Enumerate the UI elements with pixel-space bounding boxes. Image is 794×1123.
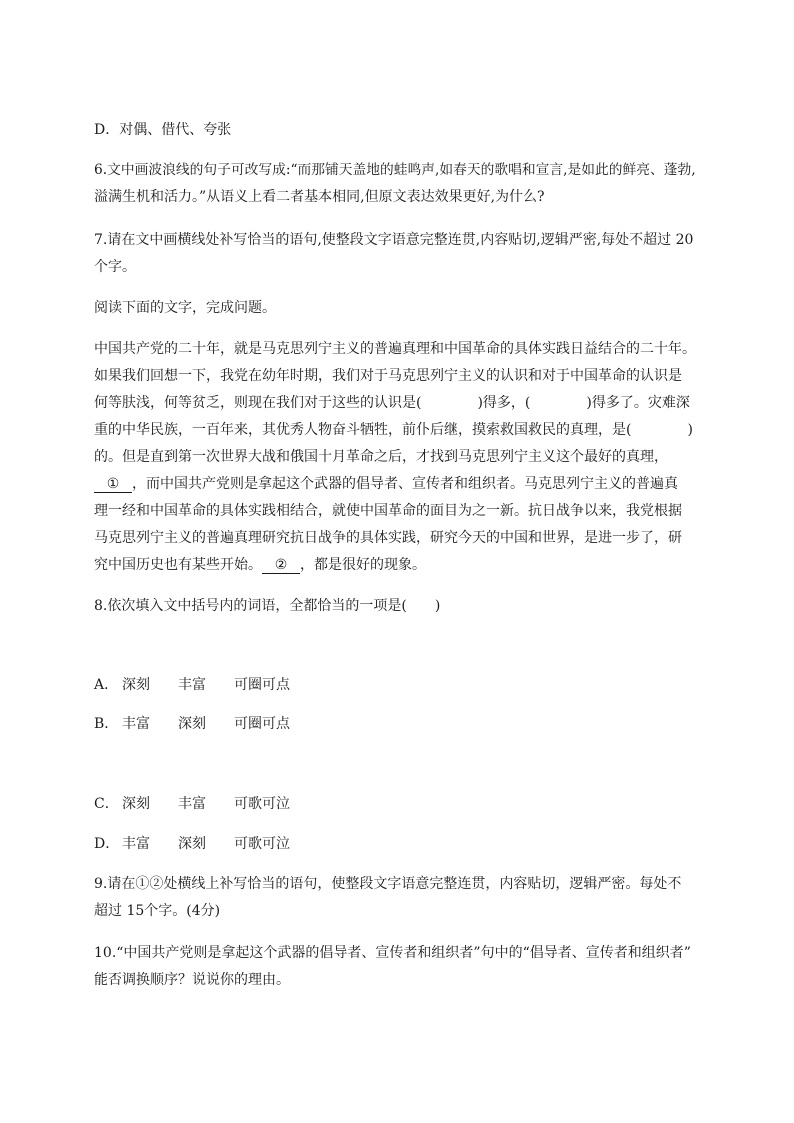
option-label: B． bbox=[94, 716, 119, 732]
option-label: A． bbox=[94, 677, 119, 693]
passage-line-3-part-a: 何等肤浅，何等贫乏，则现在我们对于这些的认识是( bbox=[94, 395, 422, 411]
option-word-3: 可圈可点 bbox=[234, 716, 290, 732]
q10-line-1: 10.“中国共产党则是拿起这个武器的倡导者、宣传者和组织者”句中的“倡导者、宣传者和组织者” bbox=[94, 945, 691, 961]
passage-line-9 bbox=[94, 555, 706, 575]
option-word-1: 丰富 bbox=[122, 716, 150, 732]
passage-line-9-part-b: ，都是很好的现象。 bbox=[300, 557, 426, 573]
passage-line-3-part-c: )得多了。灾难深 bbox=[586, 395, 690, 411]
option-word-2: 丰富 bbox=[178, 677, 206, 693]
option-word-1: 深刻 bbox=[122, 796, 150, 812]
q8-stem: 8.依次填入文中括号内的词语，全都恰当的一项是( ) bbox=[94, 598, 441, 614]
option-word-2: 深刻 bbox=[178, 836, 206, 852]
option-word-2: 丰富 bbox=[178, 796, 206, 812]
passage-line-6 bbox=[94, 474, 706, 494]
passage-line-9-part-a: 究中国历史也有某些开始。 bbox=[94, 557, 262, 573]
q5-option-d: D．对偶、借代、夸张 bbox=[94, 122, 232, 138]
passage-line-4-part-a: 重的中华民族，一百年来，其优秀人物奋斗牺牲，前仆后继，摸索救国救民的真理，是( bbox=[94, 422, 632, 438]
passage-line-6-part-b: ，而中国共产党则是拿起这个武器的倡导者、宣传者和组织者。马克思列宁主义的普遍真 bbox=[132, 476, 678, 492]
passage-line-7: 理一经和中国革命的具体实践相结合，就使中国革命的面目为之一新。抗日战争以来，我党根据 bbox=[94, 503, 682, 519]
option-label: C． bbox=[94, 796, 119, 812]
option-word-1: 丰富 bbox=[122, 836, 150, 852]
q6-line-1: 6.文中画波浪线的句子可改写成:“而那铺天盖地的蛙鸣声,如春天的歌唱和宣言,是如此的鲜亮、蓬勃, bbox=[94, 162, 696, 178]
q8-option-b[interactable] bbox=[94, 714, 706, 734]
passage-line-8: 马克思列宁主义的普遍真理研究抗日战争的具体实践，研究今天的中国和世界，是进一步了，研 bbox=[94, 530, 682, 546]
q10-line-2: 能否调换顺序？说说你的理由。 bbox=[94, 972, 290, 988]
passage-line-3-part-b: )得多，( bbox=[477, 395, 531, 411]
passage-line-4 bbox=[94, 420, 706, 440]
answer-blank-1[interactable]: ① bbox=[94, 476, 132, 493]
q9-line-1: 9.请在①②处横线上补写恰当的语句，使整段文字语意完整连贯，内容贴切，逻辑严密。每处不 bbox=[94, 876, 682, 892]
q8-option-d[interactable] bbox=[94, 834, 706, 854]
passage-line-1: 中国共产党的二十年，就是马克思列宁主义的普遍真理和中国革命的具体实践日益结合的二十年。 bbox=[94, 341, 696, 357]
document-page bbox=[94, 0, 706, 1123]
option-word-2: 深刻 bbox=[178, 716, 206, 732]
q8-option-c[interactable] bbox=[94, 794, 706, 814]
option-word-3: 可歌可泣 bbox=[234, 796, 290, 812]
option-word-3: 可圈可点 bbox=[234, 677, 290, 693]
answer-blank-2[interactable]: ② bbox=[262, 557, 300, 574]
reading-instruction: 阅读下面的文字，完成问题。 bbox=[94, 300, 276, 316]
passage-line-3 bbox=[94, 393, 706, 413]
option-word-1: 深刻 bbox=[122, 677, 150, 693]
option-word-3: 可歌可泣 bbox=[234, 836, 290, 852]
q8-option-a[interactable] bbox=[94, 675, 706, 695]
q7-line-1: 7.请在文中画横线处补写恰当的语句,使整段文字语意完整连贯,内容贴切,逻辑严密,每处不超过 20 bbox=[94, 232, 694, 248]
passage-line-2: 如果我们回想一下，我党在幼年时期，我们对于马克思列宁主义的认识和对于中国革命的认识是 bbox=[94, 368, 682, 384]
q7-line-2: 个字。 bbox=[94, 259, 136, 275]
q9-line-2: 超过 15个字。(4分) bbox=[94, 903, 221, 919]
passage-line-4-part-b: ) bbox=[687, 422, 693, 438]
q6-line-2: 溢满生机和活力。”从语义上看二者基本相同,但原文表达效果更好,为什么? bbox=[94, 189, 545, 205]
passage-line-5: 的。但是直到第一次世界大战和俄国十月革命之后，才找到马克思列宁主义这个最好的真理， bbox=[94, 449, 668, 465]
option-label: D． bbox=[94, 836, 120, 852]
